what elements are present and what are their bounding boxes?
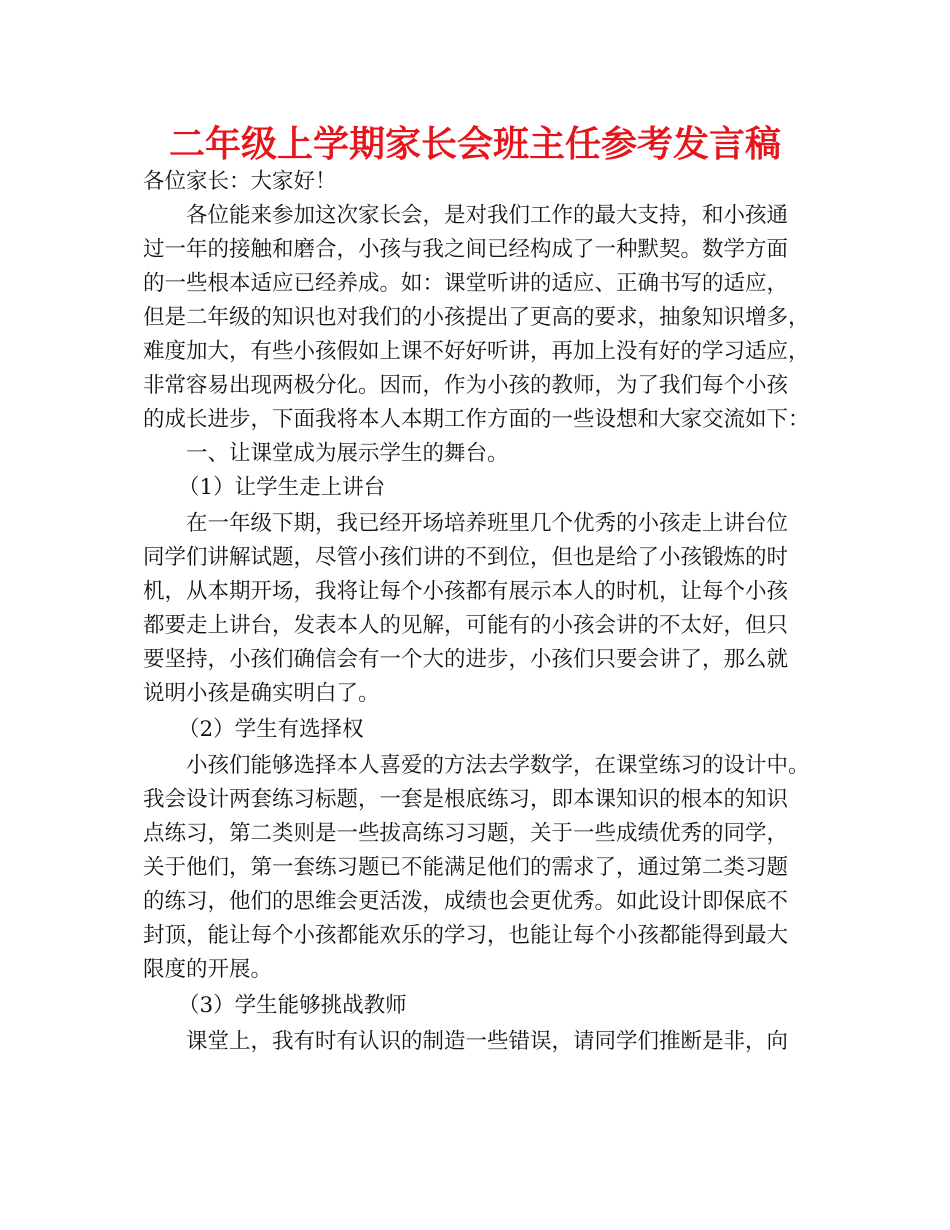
paragraph-line: 课堂上，我有时有认识的制造一些错误，请同学们推断是非，向 xyxy=(186,1029,789,1054)
paragraph-line: 我会设计两套练习标题，一套是根底练习，即本课知识的根本的知识 xyxy=(143,787,789,812)
paragraph-line: 都要走上讲台，发表本人的见解，可能有的小孩会讲的不太好，但只 xyxy=(143,613,789,638)
paragraph-line: 关于他们，第一套练习题已不能满足他们的需求了，通过第二类习题 xyxy=(143,855,789,880)
document-title: 二年级上学期家长会班主任参考发言稿 xyxy=(168,124,781,165)
paragraph-line: 要坚持，小孩们确信会有一个大的进步，小孩们只要会讲了，那么就 xyxy=(143,647,789,672)
greeting-line: 各位家长：大家好！ xyxy=(143,169,337,194)
paragraph-line: 过一年的接触和磨合，小孩与我之间已经构成了一种默契。数学方面 xyxy=(143,237,789,262)
paragraph-line: 限度的开展。 xyxy=(143,957,273,982)
paragraph-line: 的成长进步，下面我将本人本期工作方面的一些设想和大家交流如下： xyxy=(143,407,810,432)
paragraph-line: 点练习，第二类则是一些拔高练习习题，关于一些成绩优秀的同学， xyxy=(143,821,789,846)
section-heading: 一、让课堂成为展示学生的舞台。 xyxy=(186,441,509,466)
paragraph-line: 同学们讲解试题，尽管小孩们讲的不到位，但也是给了小孩锻炼的时 xyxy=(143,545,789,570)
paragraph-line: 非常容易出现两极分化。因而，作为小孩的教师，为了我们每个小孩 xyxy=(143,373,789,398)
paragraph-line: 的练习，他们的思维会更活泼，成绩也会更优秀。如此设计即保底不 xyxy=(143,889,789,914)
paragraph-line: 说明小孩是确实明白了。 xyxy=(143,681,380,706)
paragraph-line: 在一年级下期，我已经开场培养班里几个优秀的小孩走上讲台位 xyxy=(186,511,789,536)
paragraph-line: 各位能来参加这次家长会，是对我们工作的最大支持，和小孩通 xyxy=(186,203,789,228)
paragraph-line: 难度加大，有些小孩假如上课不好好听讲，再加上没有好的学习适应， xyxy=(143,339,810,364)
paragraph-line: 封顶，能让每个小孩都能欢乐的学习，也能让每个小孩都能得到最大 xyxy=(143,923,789,948)
paragraph-line: 小孩们能够选择本人喜爱的方法去学数学，在课堂练习的设计中。 xyxy=(186,753,810,778)
paragraph-line: 的一些根本适应已经养成。如：课堂听讲的适应、正确书写的适应， xyxy=(143,271,789,296)
paragraph-line: 但是二年级的知识也对我们的小孩提出了更高的要求，抽象知识增多， xyxy=(143,305,810,330)
subsection-heading: （2）学生有选择权 xyxy=(178,717,364,742)
subsection-heading: （1）让学生走上讲台 xyxy=(178,475,386,500)
paragraph-line: 机，从本期开场，我将让每个小孩都有展示本人的时机，让每个小孩 xyxy=(143,579,789,604)
subsection-heading: （3）学生能够挑战教师 xyxy=(178,993,407,1018)
